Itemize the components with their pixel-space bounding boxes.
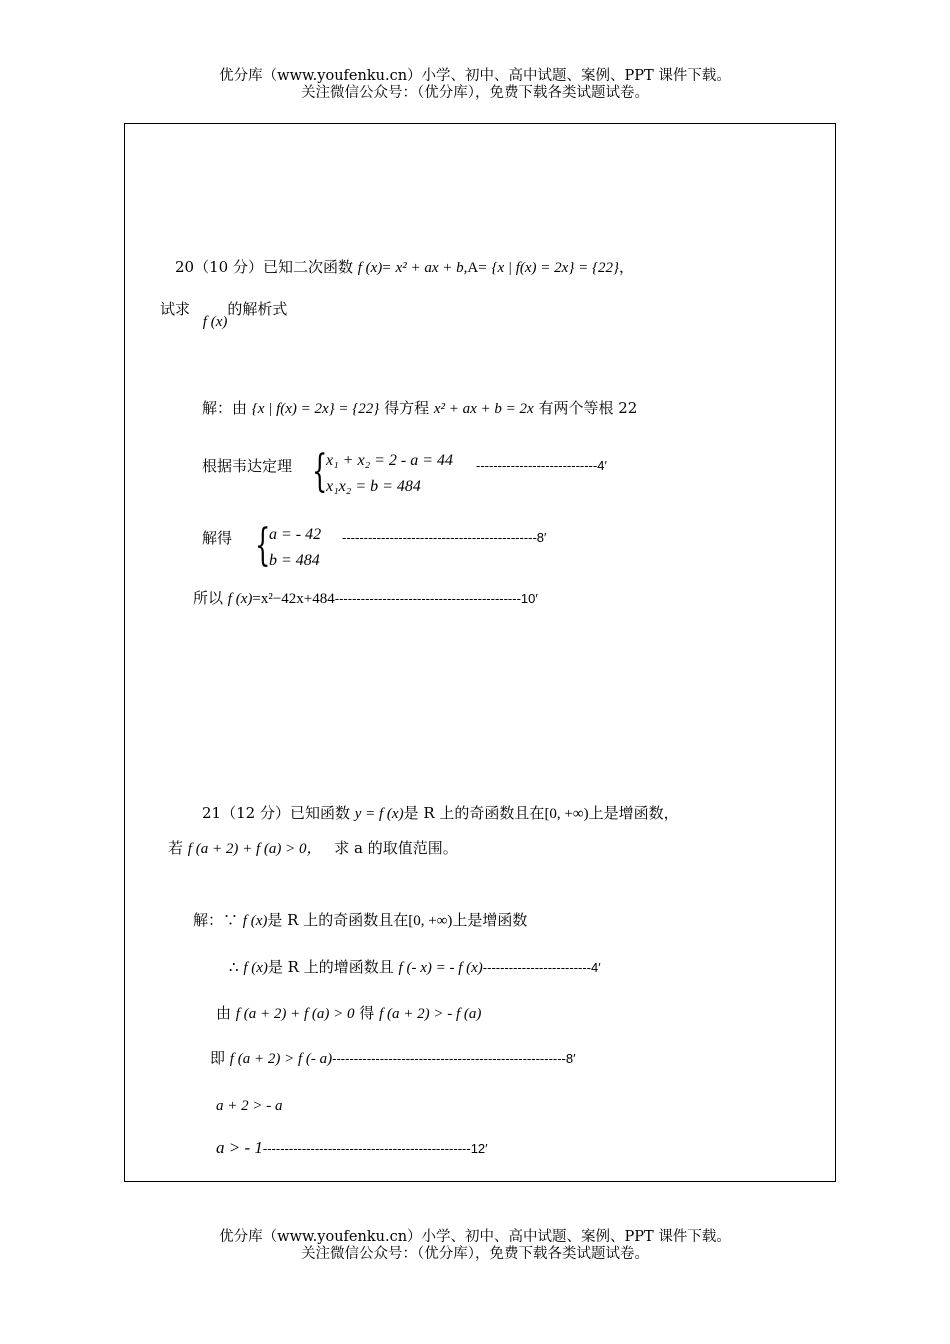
sol20-l4-fx: f (x) — [227, 591, 253, 607]
sol20-l1-mid: 得方程 — [384, 399, 430, 417]
page-header — [0, 68, 950, 102]
left-brace-icon: { — [255, 520, 271, 571]
sol21-l1-prefix: 解：∵ — [193, 911, 239, 929]
sol21-line2 — [229, 957, 601, 978]
q20-set-label: ,A= — [463, 260, 487, 276]
q21-l1-prefix: 21（12 分）已知函数 — [202, 804, 350, 822]
sol20-l3-label: 解得 — [202, 529, 233, 547]
q21-l1-func: y = f (x) — [354, 806, 404, 822]
sol21-l6-expr: a > - 1 — [216, 1138, 263, 1157]
header-line-2: 关注微信公众号：（优分库），免费下载各类试题试卷。 — [301, 85, 649, 101]
sol21-l3-expr2: f (a + 2) > - f (a) — [379, 1006, 482, 1022]
sol21-line6 — [216, 1138, 488, 1159]
sol21-l5-expr: a + 2 > - a — [216, 1098, 283, 1114]
sol20-system1 — [312, 448, 453, 500]
sol20-l1-set: {x | f(x) = 2x} = {22} — [251, 401, 380, 417]
sol21-l3-mid: 得 — [359, 1004, 375, 1022]
sol21-line4 — [210, 1048, 576, 1069]
sol20-line4 — [193, 588, 538, 609]
q20-prefix: 20（10 分）已知二次函数 — [175, 258, 353, 276]
q21-l2-expr: f (a + 2) + f (a) > 0， — [187, 841, 322, 857]
q21-l2-prefix: 若 — [168, 839, 184, 857]
sol21-l4-expr: f (a + 2) > f (- a) — [229, 1051, 333, 1067]
sol21-l1-interval: [0, +∞) — [408, 913, 453, 929]
sol20-solution-system — [255, 522, 321, 574]
q21-line1 — [202, 803, 679, 824]
q20-eq: = — [382, 260, 391, 276]
left-brace-icon: { — [312, 446, 328, 497]
sol20-l1-eq: x² + ax + b = 2x — [433, 401, 534, 417]
footer-line-1: 优分库（www.youfenku.cn）小学、初中、高中试题、案例、PPT 课件下载。 — [219, 1229, 731, 1245]
sol20-l4-rest: =x²−42x+484 — [252, 591, 335, 607]
sol21-l2-eq: f (- x) = - f (x) — [398, 960, 483, 976]
q20-comma: ， — [618, 258, 634, 276]
sol20-line2 — [202, 456, 292, 476]
sol21-l3-expr1: f (a + 2) + f (a) > 0 — [235, 1006, 355, 1022]
sol21-line1 — [193, 910, 527, 931]
sol21-l2-mid: 是 R 上的增函数且 — [267, 958, 394, 976]
sol21-l2-prefix: ∴ — [229, 958, 239, 976]
sol20-system2 — [255, 522, 321, 574]
q20-line2-fx: f (x) — [202, 314, 228, 330]
q21-line2 — [168, 838, 458, 859]
sol21-l6-dash: ------------------------------------------------12′ — [262, 1141, 488, 1156]
q20-line2-suffix: 的解析式 — [227, 300, 288, 318]
sol20-l3-row2: b = 484 — [269, 552, 320, 569]
sol21-line3 — [216, 1003, 481, 1024]
sol20-l1-prefix: 解：由 — [202, 399, 248, 417]
q21-l1-suffix: 上是增函数， — [588, 804, 679, 822]
footer-line-2: 关注微信公众号：（优分库），免费下载各类试题试卷。 — [301, 1246, 649, 1262]
q21-l1-mid: 是 R 上的奇函数且在 — [403, 804, 545, 822]
sol21-l4-prefix: 即 — [210, 1049, 226, 1067]
sol20-l2-dash: ----------------------------4′ — [476, 458, 607, 473]
q20-fx: f (x) — [357, 260, 383, 276]
sol20-vieta-system — [312, 448, 453, 500]
sol20-l2-label: 根据韦达定理 — [202, 457, 293, 475]
sol21-line5 — [216, 1095, 283, 1116]
page-footer — [0, 1229, 950, 1263]
sol21-l4-dash: ------------------------------------------------------8′ — [332, 1051, 576, 1066]
sol20-l4-prefix: 所以 — [193, 589, 224, 607]
q20-line2-prefix: 试求 — [160, 300, 191, 318]
sol20-line1 — [202, 398, 637, 419]
sol20-l4-dash: -------------------------------------------10′ — [334, 591, 538, 606]
sol20-l1-suffix: 有两个等根 22 — [538, 399, 638, 417]
sol21-l2-dash: -------------------------4′ — [482, 960, 601, 975]
sol21-l2-fx: f (x) — [243, 960, 268, 976]
q20-poly: x² + ax + b — [395, 260, 464, 276]
q21-l1-interval: [0, +∞) — [544, 806, 589, 822]
q20-line1 — [175, 257, 634, 278]
sol21-l3-prefix: 由 — [216, 1004, 232, 1022]
sol20-l2-row2: x₁x₂ = b = 484 — [326, 478, 421, 495]
sol21-l1-fx: f (x) — [242, 913, 268, 929]
q20-line2 — [160, 299, 288, 330]
q20-set: {x | f(x) = 2x} = {22} — [491, 260, 619, 276]
q21-l2-suffix: 求 a 的取值范围。 — [334, 839, 458, 857]
sol20-l2-row1: x₁ + x₂ = 2 - a = 44 — [326, 452, 454, 469]
header-line-1: 优分库（www.youfenku.cn）小学、初中、高中试题、案例、PPT 课件下载。 — [219, 68, 731, 84]
sol20-l3-row1: a = - 42 — [269, 526, 322, 543]
sol21-l1-suffix: 上是增函数 — [452, 911, 528, 929]
sol20-l3-dash: ---------------------------------------------8′ — [342, 530, 547, 545]
sol21-l1-mid: 是 R 上的奇函数且在 — [267, 911, 409, 929]
sol20-line3 — [202, 528, 232, 548]
